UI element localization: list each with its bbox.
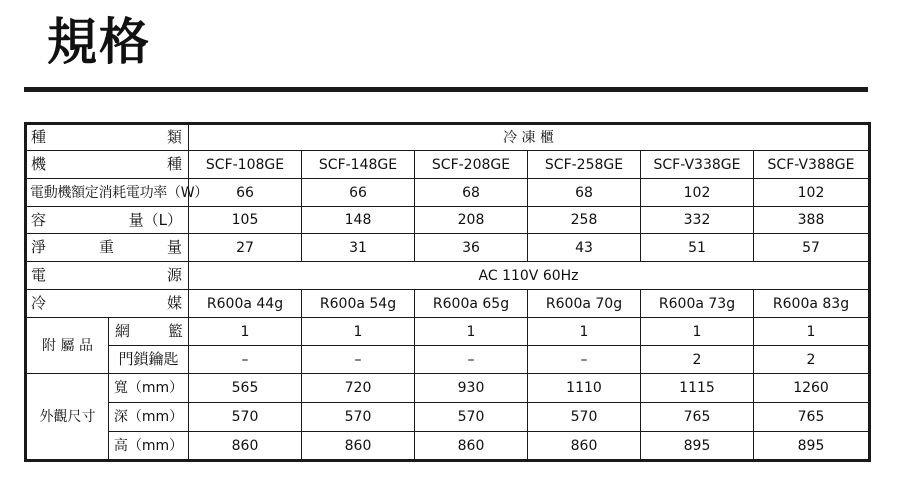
model-cell: SCF-108GE xyxy=(189,151,302,179)
type-value: 冷 凍 櫃 xyxy=(189,124,870,151)
lock-key-value: 2 xyxy=(754,346,870,374)
height-value: 860 xyxy=(189,432,302,461)
capacity-value: 332 xyxy=(641,207,754,234)
accessories-group-label: 附 屬 品 xyxy=(26,318,109,374)
depth-value: 765 xyxy=(641,403,754,432)
basket-value: 1 xyxy=(754,318,870,346)
basket-value: 1 xyxy=(528,318,641,346)
depth-value: 570 xyxy=(302,403,415,432)
capacity-value: 388 xyxy=(754,207,870,234)
height-label: 高（mm） xyxy=(109,432,189,461)
model-cell: SCF-V338GE xyxy=(641,151,754,179)
lock-key-value: – xyxy=(415,346,528,374)
height-value: 860 xyxy=(528,432,641,461)
refrigerant-value: R600a 83g xyxy=(754,290,870,318)
dimensions-group-label: 外觀尺寸 xyxy=(26,374,109,461)
depth-row xyxy=(26,403,870,432)
power-source-value: AC 110V 60Hz xyxy=(189,262,870,290)
refrigerant-value: R600a 54g xyxy=(302,290,415,318)
capacity-label: 容 量（L） xyxy=(26,207,189,234)
refrigerant-value: R600a 73g xyxy=(641,290,754,318)
basket-row xyxy=(26,318,870,346)
height-value: 860 xyxy=(415,432,528,461)
spec-table xyxy=(24,122,871,462)
lock-key-value: – xyxy=(189,346,302,374)
depth-value: 570 xyxy=(415,403,528,432)
capacity-value: 208 xyxy=(415,207,528,234)
lock-key-value: 2 xyxy=(641,346,754,374)
model-cell: SCF-258GE xyxy=(528,151,641,179)
weight-value: 57 xyxy=(754,234,870,262)
refrigerant-value: R600a 70g xyxy=(528,290,641,318)
power-value: 102 xyxy=(754,179,870,207)
power-value: 66 xyxy=(302,179,415,207)
height-row xyxy=(26,432,870,461)
width-value: 1115 xyxy=(641,374,754,403)
depth-value: 570 xyxy=(189,403,302,432)
depth-value: 765 xyxy=(754,403,870,432)
height-value: 895 xyxy=(641,432,754,461)
model-cell: SCF-148GE xyxy=(302,151,415,179)
weight-value: 27 xyxy=(189,234,302,262)
height-value: 895 xyxy=(754,432,870,461)
basket-value: 1 xyxy=(641,318,754,346)
refrigerant-value: R600a 44g xyxy=(189,290,302,318)
lock-key-value: – xyxy=(528,346,641,374)
weight-value: 31 xyxy=(302,234,415,262)
capacity-value: 148 xyxy=(302,207,415,234)
power-source-row xyxy=(26,262,870,290)
weight-value: 43 xyxy=(528,234,641,262)
lock-key-value: – xyxy=(302,346,415,374)
width-row xyxy=(26,374,870,403)
power-consumption-label: 電動機額定消耗電功率（W） xyxy=(26,179,189,207)
capacity-value: 105 xyxy=(189,207,302,234)
power-value: 68 xyxy=(415,179,528,207)
capacity-row xyxy=(26,207,870,234)
net-weight-label: 淨 重 量 xyxy=(26,234,189,262)
model-cell: SCF-208GE xyxy=(415,151,528,179)
power-value: 66 xyxy=(189,179,302,207)
width-value: 565 xyxy=(189,374,302,403)
refrigerant-value: R600a 65g xyxy=(415,290,528,318)
depth-label: 深（mm） xyxy=(109,403,189,432)
depth-value: 570 xyxy=(528,403,641,432)
power-value: 102 xyxy=(641,179,754,207)
net-weight-row xyxy=(26,234,870,262)
model-row xyxy=(26,151,870,179)
width-value: 1260 xyxy=(754,374,870,403)
title-divider xyxy=(24,87,868,92)
weight-value: 51 xyxy=(641,234,754,262)
refrigerant-label: 冷 媒 xyxy=(26,290,189,318)
basket-value: 1 xyxy=(415,318,528,346)
model-label: 機 種 xyxy=(26,151,189,179)
basket-value: 1 xyxy=(189,318,302,346)
model-cell: SCF-V388GE xyxy=(754,151,870,179)
width-value: 720 xyxy=(302,374,415,403)
basket-value: 1 xyxy=(302,318,415,346)
lock-key-row xyxy=(26,346,870,374)
width-value: 930 xyxy=(415,374,528,403)
power-source-label: 電 源 xyxy=(26,262,189,290)
type-row xyxy=(26,124,870,151)
height-value: 860 xyxy=(302,432,415,461)
power-consumption-row xyxy=(26,179,870,207)
page-title: 規格 xyxy=(47,13,151,71)
basket-label: 網 籃 xyxy=(109,318,189,346)
lock-key-label: 門鎖鑰匙 xyxy=(109,346,189,374)
width-label: 寬（mm） xyxy=(109,374,189,403)
refrigerant-row xyxy=(26,290,870,318)
capacity-value: 258 xyxy=(528,207,641,234)
weight-value: 36 xyxy=(415,234,528,262)
power-value: 68 xyxy=(528,179,641,207)
type-label: 種 類 xyxy=(26,124,189,151)
width-value: 1110 xyxy=(528,374,641,403)
